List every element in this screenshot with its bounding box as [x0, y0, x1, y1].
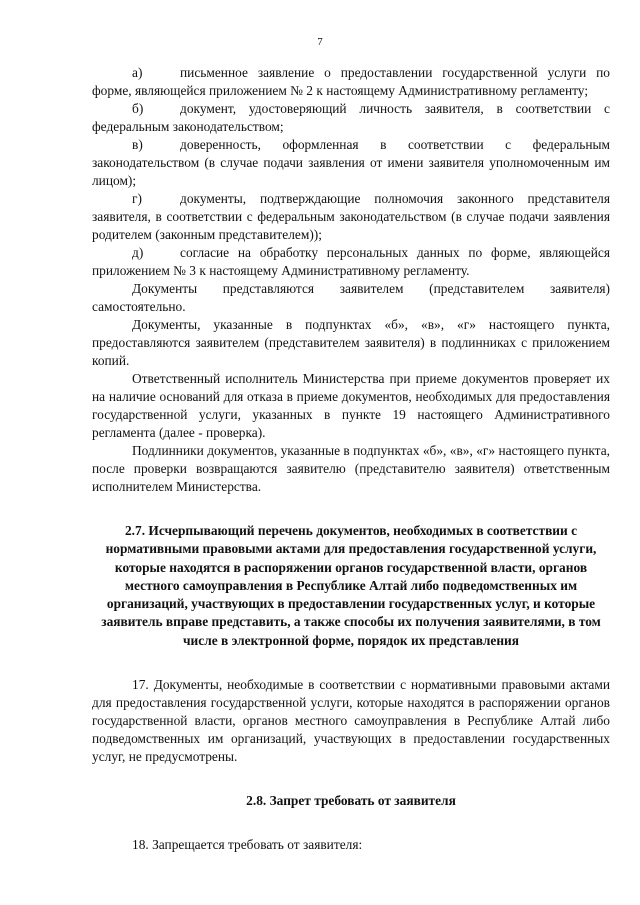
spacer: [92, 650, 610, 676]
list-item-v: [92, 136, 610, 190]
spacer: [92, 496, 610, 522]
list-text: документы, подтверждающие полномочия законного представителя заявителя, в соответствии с федеральным законодательством (в случае подачи заявления родителем (законным представителем));: [92, 191, 610, 242]
list-item-d: [92, 244, 610, 280]
paragraph-originals-returned: Подлинники документов, указанные в подпунктах «б», «в», «г» настоящего пункта, после проверки возвращаются заявителю (представителю заявителя) ответственным исполнителем Министерства.: [92, 443, 610, 494]
list-marker: д): [132, 245, 144, 260]
document-body: [92, 64, 610, 854]
list-text: согласие на обработку персональных данных по форме, являющейся приложением № 3 к настоящему Административному регламенту.: [92, 245, 610, 278]
paragraph-17: 17. Документы, необходимые в соответствии с нормативными правовыми актами для предоставления государственной услуги, которые находятся в распоряжении органов государственной власти, органов местного самоуправления в Республике Алтай либо подведомственных им организаций, участвующих в предоставлении государственных услуг, не предусмотрены.: [92, 677, 610, 765]
list-text: письменное заявление о предоставлении государственной услуги по форме, являющейся приложением № 2 к настоящему Административному регламенту;: [92, 65, 610, 98]
list-marker: в): [132, 137, 143, 152]
list-marker: г): [132, 191, 142, 206]
paragraph-self-submission: Документы представляются заявителем (представителем заявителя) самостоятельно.: [92, 281, 610, 314]
spacer: [92, 810, 610, 836]
list-marker: а): [132, 65, 143, 80]
list-text: документ, удостоверяющий личность заявителя, в соответствии с федеральным законодательством;: [92, 101, 610, 134]
paragraph-18: 18. Запрещается требовать от заявителя:: [132, 837, 363, 853]
paragraph-verification: Ответственный исполнитель Министерства при приеме документов проверяет их на наличие оснований для отказа в приеме документов, необходимых для предоставления государственной услуги, указанных в пункте 19 настоящего Административного регламента (далее - проверка).: [92, 371, 610, 440]
section-heading-2-7: 2.7. Исчерпывающий перечень документов, необходимых в соответствии с нормативными правовыми актами для предоставления государственной услуги, которые находятся в распоряжении органов государственной власти, органов местного самоуправления в Республике Алтай либо подведомственных им организаций, участвующих в предоставлении государственных услуг, и которые заявитель вправе представить, а также способы их получения заявителями, в том числе в электронной форме, порядок их представления: [101, 523, 601, 648]
list-item-g: [92, 190, 610, 244]
list-text: доверенность, оформленная в соответствии с федеральным законодательством (в случае подачи заявления от имени заявителя уполномоченным им лицом);: [92, 137, 610, 188]
list-item-a: [92, 64, 610, 100]
section-heading-2-8: 2.8. Запрет требовать от заявителя: [246, 793, 456, 809]
page-number: 7: [317, 36, 323, 48]
spacer: [92, 766, 610, 792]
paragraph-originals-copies: Документы, указанные в подпунктах «б», «в», «г» настоящего пункта, предоставляются заявителем (представителем заявителя) в подлинниках с приложением копий.: [92, 317, 610, 368]
list-marker: б): [132, 101, 144, 116]
list-item-b: [92, 100, 610, 136]
